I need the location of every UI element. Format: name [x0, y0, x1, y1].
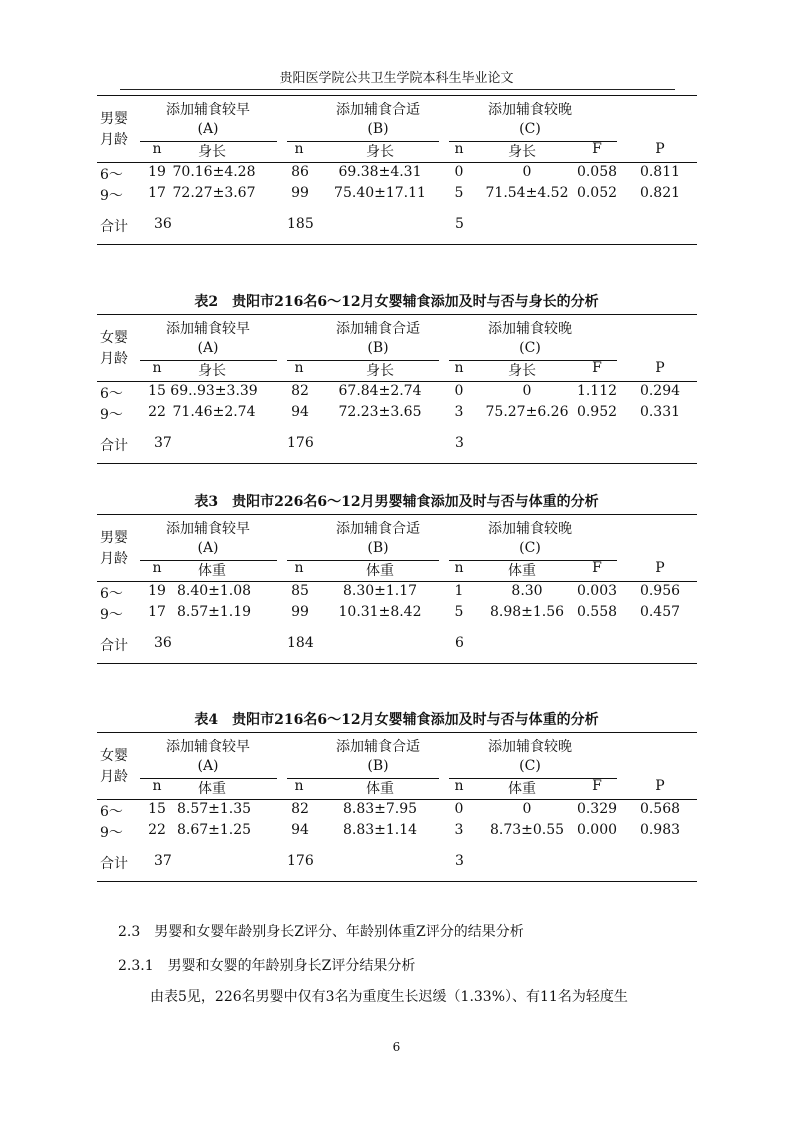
table-cell: 0.331 [639, 404, 681, 420]
table-cell: 0.821 [639, 185, 681, 201]
column-header: 体重 [366, 563, 394, 579]
group-label: 添加辅食合适 [336, 739, 420, 755]
table-top-rule [97, 314, 697, 315]
row-label: 9～ [100, 407, 123, 423]
page-header: 贵阳医学院公共卫生学院本科生毕业论文 [279, 71, 514, 86]
group-code: (A) [197, 340, 219, 356]
total-cell: 36 [154, 635, 172, 651]
group-code: (B) [367, 758, 389, 774]
column-header: 体重 [198, 781, 226, 797]
table-cell: 72.23±3.65 [338, 404, 422, 420]
table-cell: 17 [148, 604, 166, 620]
table-cell: 0 [454, 801, 464, 817]
row-label: 6～ [100, 167, 123, 183]
column-header: 身长 [366, 363, 394, 379]
column-header: n [454, 778, 464, 794]
table-cell: 0.003 [576, 583, 618, 599]
table-cell: 8.83±1.14 [342, 822, 418, 838]
group-label: 添加辅食较晚 [488, 521, 572, 537]
table-cell: 71.54±4.52 [485, 185, 569, 201]
table-cell: 8.67±1.25 [176, 822, 252, 838]
row-label: 9～ [100, 825, 123, 841]
table-cell: 3 [454, 822, 464, 838]
group-label: 添加辅食较早 [166, 102, 250, 118]
table-cell: 0.983 [639, 822, 681, 838]
total-label: 合计 [100, 638, 128, 654]
group-underline [287, 141, 439, 142]
table-cell: 94 [291, 404, 309, 420]
table-header-rule [97, 799, 697, 800]
row-header-line-2: 月龄 [100, 132, 128, 148]
group-code: (A) [197, 758, 219, 774]
table-cell: 69.38±4.31 [338, 164, 422, 180]
table-cell: 1 [454, 583, 464, 599]
column-header: 体重 [508, 781, 536, 797]
column-header: n [294, 560, 304, 576]
row-header-line-2: 月龄 [100, 551, 128, 567]
data-table-2 [97, 294, 697, 474]
table-cell: 0.558 [576, 604, 618, 620]
group-label: 添加辅食合适 [336, 521, 420, 537]
row-header-line-2: 月龄 [100, 351, 128, 367]
table-cell: 8.30±1.17 [342, 583, 418, 599]
total-cell: 6 [455, 635, 464, 651]
column-header: 身长 [198, 144, 226, 160]
total-cell: 3 [455, 853, 464, 869]
row-header-line-1: 男婴 [100, 111, 128, 127]
table-cell: 82 [291, 383, 309, 399]
column-header: 身长 [366, 144, 394, 160]
group-code: (B) [367, 121, 389, 137]
column-header: F [592, 560, 602, 576]
column-header: P [655, 360, 665, 376]
group-code: (B) [367, 340, 389, 356]
table-cell: 19 [148, 583, 166, 599]
row-label: 6～ [100, 586, 123, 602]
group-code: (A) [197, 540, 219, 556]
group-label: 添加辅食较晚 [488, 102, 572, 118]
table-cell: 0 [454, 383, 464, 399]
column-header: n [152, 141, 162, 157]
table-cell: 5 [454, 604, 464, 620]
total-cell: 176 [287, 853, 314, 869]
page-number: 6 [392, 1040, 401, 1054]
group-label: 添加辅食较早 [166, 521, 250, 537]
row-label: 9～ [100, 607, 123, 623]
table-cell: 22 [148, 404, 166, 420]
total-cell: 36 [154, 216, 172, 232]
table-cell: 86 [291, 164, 309, 180]
group-label: 添加辅食较晚 [488, 321, 572, 337]
group-underline [287, 560, 439, 561]
column-header: n [294, 141, 304, 157]
table-bottom-rule [97, 663, 697, 664]
total-label: 合计 [100, 438, 128, 454]
table-cell: 22 [148, 822, 166, 838]
column-header: n [152, 360, 162, 376]
row-label: 6～ [100, 804, 123, 820]
table-cell: 0.052 [576, 185, 618, 201]
body-paragraph: 由表5见，226名男婴中仅有3名为重度生长迟缓（1.33%）、有11名为轻度生 [150, 989, 628, 1005]
table-cell: 69..93±3.39 [170, 383, 258, 399]
group-code: (C) [519, 340, 541, 356]
column-header: F [592, 360, 602, 376]
table-cell: 94 [291, 822, 309, 838]
table-cell: 85 [291, 583, 309, 599]
table-cell: 10.31±8.42 [338, 604, 422, 620]
total-cell: 184 [287, 635, 314, 651]
column-header: n [152, 560, 162, 576]
table-caption: 表4 贵阳市216名6～12月女婴辅食添加及时与否与体重的分析 [194, 712, 599, 728]
total-cell: 5 [455, 216, 464, 232]
section-heading-2-3: 2.3 男婴和女婴年龄别身长Z评分、年龄别体重Z评分的结果分析 [118, 924, 524, 940]
table-cell: 1.112 [576, 383, 618, 399]
table-cell: 0.058 [576, 164, 618, 180]
table-cell: 71.46±2.74 [172, 404, 256, 420]
row-header-line-2: 月龄 [100, 769, 128, 785]
group-code: (A) [197, 121, 219, 137]
table-cell: 8.40±1.08 [176, 583, 252, 599]
column-header: n [152, 778, 162, 794]
column-header: P [655, 778, 665, 794]
row-label: 9～ [100, 188, 123, 204]
table-cell: 99 [291, 185, 309, 201]
table-cell: 0.329 [576, 801, 618, 817]
table-cell: 15 [148, 383, 166, 399]
column-header: F [592, 778, 602, 794]
data-table-3 [97, 494, 697, 674]
table-header-rule [97, 581, 697, 582]
row-label: 6～ [100, 386, 123, 402]
table-cell: 82 [291, 801, 309, 817]
group-underline [287, 360, 439, 361]
column-header: 身长 [198, 363, 226, 379]
column-header: n [454, 141, 464, 157]
table-cell: 70.16±4.28 [172, 164, 256, 180]
table-cell: 8.73±0.55 [489, 822, 565, 838]
group-code: (C) [519, 121, 541, 137]
row-header-line-1: 男婴 [100, 530, 128, 546]
total-cell: 3 [455, 435, 464, 451]
column-header: 体重 [366, 781, 394, 797]
group-code: (B) [367, 540, 389, 556]
total-label: 合计 [100, 856, 128, 872]
table-cell: 8.57±1.19 [176, 604, 252, 620]
column-header: 身长 [508, 144, 536, 160]
table-top-rule [97, 514, 697, 515]
table-bottom-rule [97, 881, 697, 882]
table-bottom-rule [97, 463, 697, 464]
column-header: F [592, 141, 602, 157]
table-cell: 0 [522, 801, 532, 817]
table-top-rule [97, 95, 697, 96]
column-header: n [294, 778, 304, 794]
total-cell: 37 [154, 853, 172, 869]
group-label: 添加辅食合适 [336, 102, 420, 118]
table-header-rule [97, 162, 697, 163]
table-cell: 0.952 [576, 404, 618, 420]
column-header: 体重 [198, 563, 226, 579]
group-label: 添加辅食较晚 [488, 739, 572, 755]
table-cell: 0 [522, 164, 532, 180]
column-header: 体重 [508, 563, 536, 579]
table-cell: 0.457 [639, 604, 681, 620]
table-cell: 5 [454, 185, 464, 201]
table-cell: 0.294 [639, 383, 681, 399]
table-cell: 15 [148, 801, 166, 817]
group-label: 添加辅食合适 [336, 321, 420, 337]
table-cell: 3 [454, 404, 464, 420]
table-cell: 19 [148, 164, 166, 180]
table-cell: 75.27±6.26 [485, 404, 569, 420]
table-cell: 0 [522, 383, 532, 399]
group-underline [287, 778, 439, 779]
column-header: n [294, 360, 304, 376]
table-bottom-rule [97, 244, 697, 245]
column-header: n [454, 560, 464, 576]
total-label: 合计 [100, 219, 128, 235]
total-cell: 37 [154, 435, 172, 451]
table-cell: 99 [291, 604, 309, 620]
data-table-1 [97, 95, 697, 255]
table-cell: 8.98±1.56 [489, 604, 565, 620]
total-cell: 185 [287, 216, 314, 232]
table-cell: 8.57±1.35 [176, 801, 252, 817]
table-top-rule [97, 732, 697, 733]
row-header-line-1: 女婴 [100, 748, 128, 764]
group-code: (C) [519, 758, 541, 774]
table-cell: 17 [148, 185, 166, 201]
column-header: n [454, 360, 464, 376]
table-cell: 8.83±7.95 [342, 801, 418, 817]
section-heading-2-3-1: 2.3.1 男婴和女婴的年龄别身长Z评分结果分析 [118, 958, 416, 974]
table-cell: 0.000 [576, 822, 618, 838]
group-code: (C) [519, 540, 541, 556]
table-caption: 表3 贵阳市226名6～12月男婴辅食添加及时与否与体重的分析 [194, 494, 599, 510]
table-header-rule [97, 381, 697, 382]
group-label: 添加辅食较早 [166, 321, 250, 337]
column-header: P [655, 141, 665, 157]
table-cell: 75.40±17.11 [334, 185, 426, 201]
table-cell: 0.811 [639, 164, 681, 180]
table-cell: 8.30 [511, 583, 543, 599]
table-cell: 67.84±2.74 [338, 383, 422, 399]
table-cell: 0.568 [639, 801, 681, 817]
table-cell: 0 [454, 164, 464, 180]
header-rule [120, 89, 675, 90]
column-header: 身长 [508, 363, 536, 379]
table-caption: 表2 贵阳市216名6～12月女婴辅食添加及时与否与身长的分析 [194, 294, 599, 310]
column-header: P [655, 560, 665, 576]
table-cell: 0.956 [639, 583, 681, 599]
table-cell: 72.27±3.67 [172, 185, 256, 201]
row-header-line-1: 女婴 [100, 330, 128, 346]
group-label: 添加辅食较早 [166, 739, 250, 755]
total-cell: 176 [287, 435, 314, 451]
data-table-4 [97, 712, 697, 892]
